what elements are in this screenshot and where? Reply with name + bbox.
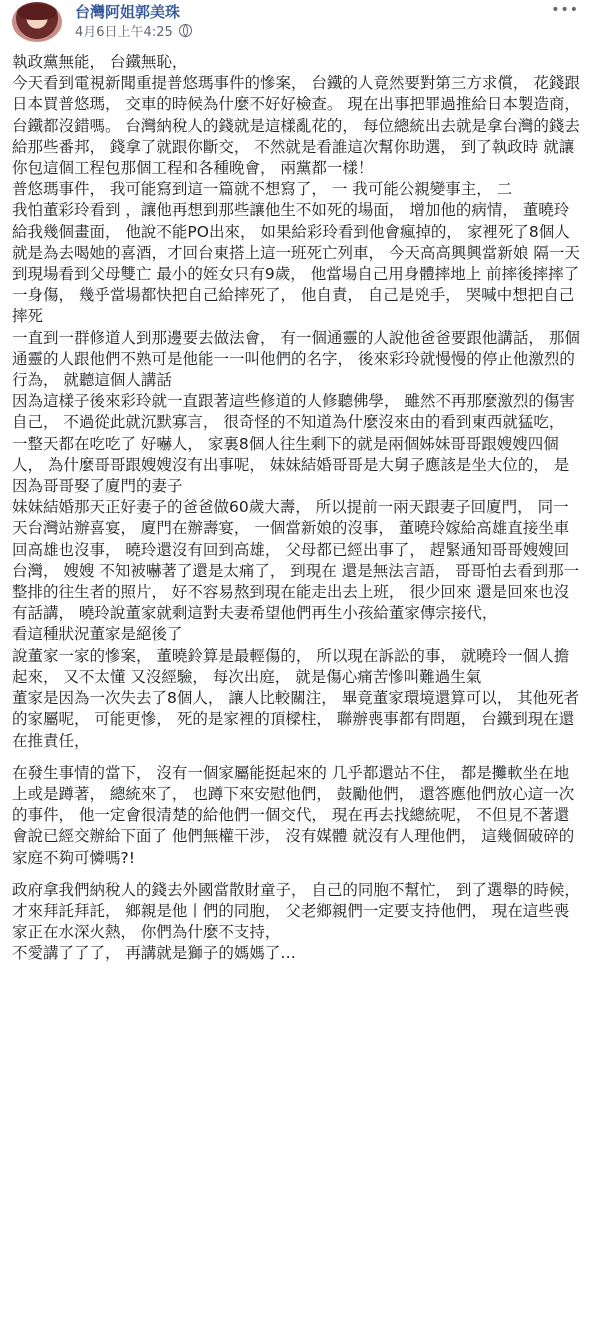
post-paragraph: 一直到一群修道人到那邊要去做法會， 有一個通靈的人說他爸爸要跟他講話， 那個通靈的人跟他們不熟可是他能一一叫他們的名字， 後來彩玲就慢慢的停止他激烈的行為， 就聽這個人講話: [12, 328, 580, 390]
post-paragraph: 我怕董彩玲看到 ，讓他再想到那些讓他生不如死的場面， 增加他的病情， 董曉玲給我幾個畫面， 他說不能PO出來， 如果給彩玲看到他會瘋掉的， 家裡死了8個人 就是為去喝她的喜酒，才回台東搭上這一班死亡列車， 今天高高興興當新娘 隔一天到現場看到父母雙亡 最小的姪女只有9歲， 他當場自己用身體摔地上 前摔後摔摔了一身傷， 幾乎當場都快把自己給摔死了， 他自責， 自己是兇手， 哭喊中想把自己摔死: [12, 201, 580, 326]
post-paragraph: 今天看到電視新聞重提普悠瑪事件的慘案， 台鐵的人竟然要對第三方求償， 花錢跟日本買普悠瑪， 交車的時候為什麼不好好檢查。 現在出事把罪過推給日本製造商， 台鐵都沒錯嗎。 台灣納稅人的錢就是這樣亂花的， 每位總統出去就是拿台灣的錢去給那些番邦， 錢拿了就跟你斷交， 不然就是看誰這次幫你助選， 到了執政時 就讓你包這個工程包那個工程和各種晚會， 兩黨都一樣！: [12, 74, 585, 178]
post-paragraph: 妹妹結婚那天正好妻子的爸爸做60歲大壽， 所以提前一兩天跟妻子回廈門， 同一天台灣站辦喜宴， 廈門在辦壽宴， 一個當新娘的沒事， 董曉玲嫁給高雄直接坐車回高雄也沒事， 曉玲還沒有回到高雄， 父母都已經出事了， 趕緊通知哥哥嫂嫂回台灣， 嫂嫂 不知被嚇著了還是太痛了， 到現在 還是無法言語， 哥哥怕去看到那一整排的往生者的照片， 好不容易熬到現在能走出去上班， 很少回來 還是回來也沒有話講， 曉玲說董家就剩這對夫妻希望他們再生小孩給董家傳宗接代，: [12, 498, 580, 623]
page-name-link[interactable]: 台灣阿姐郭美珠: [75, 3, 181, 21]
post-paragraph: 在發生事情的當下， 沒有一個家屬能挺起來的 几乎都還站不住， 都是攤軟坐在地上或是蹲著， 總統來了， 也蹲下來安慰他們， 鼓勵他們， 還答應他們放心這一次的事件， 他一定會很清楚的給他們一個交代， 現在再去找總統呢， 不但見不著還會說已經交辦給下面了 他們無權干涉， 沒有媒體 就沒有人理他們， 這幾個破碎的家庭不夠可憐嗎?!: [12, 763, 575, 867]
post-paragraph: 看這種狀況董家是絕後了: [12, 625, 183, 644]
more-options-icon[interactable]: •••: [551, 2, 579, 18]
post-paragraph: 執政黨無能， 台鐵無恥，: [12, 53, 188, 71]
avatar[interactable]: [12, 2, 62, 42]
post-paragraph: 因為這樣子後來彩玲就一直跟著這些修道的人修聽佛學， 雖然不再那麼激烈的傷害自己， 不過從此就沉默寡言， 很奇怪的不知道為什麼沒來由的看到東西就猛吃， 一整天都在吃吃了 好嚇人， 家裏8個人往生剩下的就是兩個姊妹哥哥跟嫂嫂四個人， 為什麼哥哥跟嫂嫂沒有出事呢， 妹妹結婚哥哥是大舅子應該是坐大位的， 是因為哥哥娶了廈門的妻子: [12, 392, 575, 496]
post-body: [12, 52, 584, 965]
post-paragraph: 說董家一家的慘案， 董曉鈴算是最輕傷的， 所以現在訴訟的事， 就曉玲一個人擔起來， 又不太懂 又沒經驗， 每次出庭， 就是傷心痛苦慘叫難過生氣: [12, 646, 570, 686]
paragraph-gap: [12, 869, 584, 880]
post-paragraph: 普悠瑪事件， 我可能寫到這一篇就不想寫了， 一 我可能公親變事主， 二: [12, 180, 513, 199]
post-header: [0, 0, 595, 48]
post-meta: [75, 21, 192, 40]
post-timestamp[interactable]: 4月6日上午4:25: [75, 25, 173, 40]
paragraph-gap: [12, 752, 584, 763]
avatar-hair: [18, 4, 56, 20]
post-paragraph: 不愛講了了了， 再講就是獅子的媽媽了…: [12, 944, 296, 963]
globe-icon: [179, 24, 192, 37]
post-paragraph: 董家是因為一次失去了8個人， 讓人比較關注， 畢竟董家環境還算可以， 其他死者的家屬呢， 可能更慘， 死的是家裡的頂樑柱， 聯辦喪事都有問題， 台鐵到現在還在推責任，: [12, 689, 580, 750]
post-paragraph: 政府拿我們納稅人的錢去外國當散財童子， 自己的同胞不幫忙， 到了選舉的時候， 才來拜託拜託， 鄉親是他丨們的同胞， 父老鄉親們一定要支持他們， 現在這些喪家正在水深火熱， 你們為什麼不支持，: [12, 880, 585, 942]
